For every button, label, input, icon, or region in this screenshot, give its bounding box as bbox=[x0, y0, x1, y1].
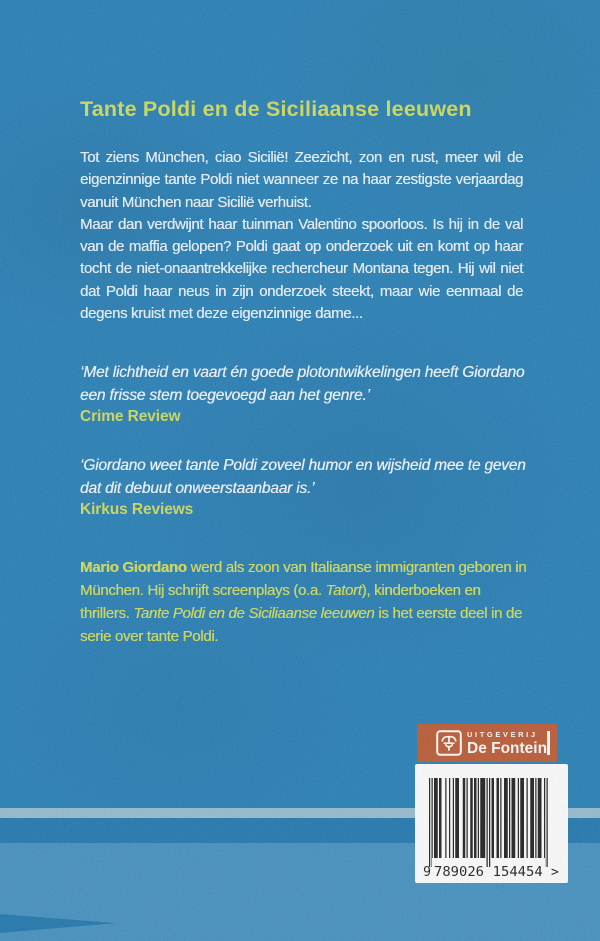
publisher-wordmark bbox=[467, 728, 547, 756]
ean13-barcode bbox=[415, 764, 568, 883]
bio-text: werd als zoon van Italiaanse immigranten geboren in München. Hij schrijft screenplays (o.a. bbox=[80, 559, 527, 599]
publisher-logo bbox=[417, 724, 557, 762]
review-quote-kirkus-reviews bbox=[80, 454, 532, 519]
barcode bbox=[415, 764, 568, 883]
bio-italic-title: Tatort bbox=[325, 582, 362, 599]
publisher-divider-bar bbox=[547, 731, 550, 755]
publisher-label: UITGEVERIJ bbox=[467, 730, 538, 739]
bio-text: is het eerste deel in de serie over tante Poldi. bbox=[80, 605, 523, 645]
review-quote-crime-review bbox=[80, 361, 532, 426]
barcode-left-digits: 789026 bbox=[434, 865, 484, 880]
bio-text: ), kinderboeken en thrillers. bbox=[80, 582, 481, 622]
fountain-icon bbox=[436, 730, 462, 756]
review-quote-source: Crime Review bbox=[80, 408, 181, 425]
author-bio bbox=[80, 556, 532, 648]
book-title: Tante Poldi en de Siciliaanse leeuwen bbox=[80, 97, 472, 121]
barcode-prefix-digit: 9 bbox=[423, 865, 431, 880]
synopsis bbox=[80, 147, 523, 325]
synopsis-paragraph-1: Tot ziens München, ciao Sicilië! Zeezicht, zon en rust, meer wil de eigenzinnige tante Poldi niet wanneer ze na haar zestigste verjaardag vanuit München naar Sicilië verhuist. bbox=[80, 149, 523, 211]
review-quote-source: Kirkus Reviews bbox=[80, 501, 194, 518]
author-name: Mario Giordano bbox=[80, 559, 187, 576]
barcode-suffix-chevron: > bbox=[551, 865, 559, 880]
barcode-right-digits: 154454 bbox=[492, 865, 543, 880]
review-quote-text: ‘Giordano weet tante Poldi zoveel humor en wijsheid mee te geven dat dit debuut onweerstaanbaar is.’ bbox=[80, 457, 526, 497]
bio-italic-title: Tante Poldi en de Siciliaanse leeuwen bbox=[133, 605, 375, 622]
review-quote-text: ‘Met lichtheid en vaart én goede plotontwikkelingen heeft Giordano een frisse stem toegevoegd aan het genre.’ bbox=[80, 364, 525, 404]
publisher-name: De Fontein bbox=[467, 739, 548, 757]
synopsis-paragraph-2: Maar dan verdwijnt haar tuinman Valentino spoorloos. Is hij in de val van de maffia gelopen? Poldi gaat op onderzoek uit en komt op haar tocht de niet-onaantrekkelijke rechercheur Montana tegen. Hij wil niet dat Poldi haar neus in zijn onderzoek steekt, maar wie eenmaal de degens kruist met deze eigenzinnige dame... bbox=[80, 215, 523, 323]
